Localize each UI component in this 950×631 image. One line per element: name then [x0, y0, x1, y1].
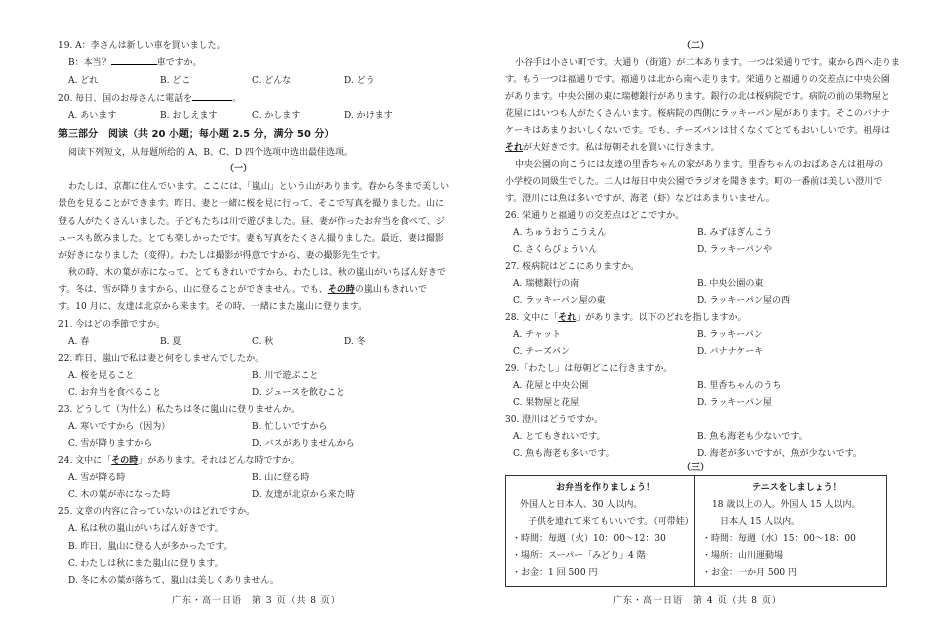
q26-opt-d: D. ラッキーパンや — [697, 245, 772, 255]
q29-opt-a: A. 花屋と中央公園 — [513, 381, 589, 391]
bento-notice-line: 外国人と日本人、30 人以内。 — [520, 500, 643, 510]
q19-opt-a: A. どれ — [68, 76, 99, 86]
q20-opt-d: D. かけます — [344, 111, 393, 121]
q19-opt-c: C. どんな — [252, 76, 292, 86]
passage-1-line: 景色を見ることができます。昨日、妻と一緒に桜を見に行って、そこで写真を撮りました。山に — [58, 199, 445, 209]
q23-opt-b: B. 忙しいですから — [252, 422, 328, 432]
underlined-term: それ — [558, 313, 577, 323]
q24-opt-d: D. 友達が北京から来た時 — [252, 490, 355, 500]
passage-1-line: ュースも飲みました。とても楽しかったです。妻も写真をたくさん撮りました。最近、妻は撮影 — [58, 234, 444, 244]
notice-divider — [694, 476, 695, 586]
q25-opt-a: A. 私は秋の嵐山がいちばん好きです。 — [68, 524, 224, 534]
q23-opt-a: A. 寒いですから（因为） — [68, 422, 171, 432]
q22-opt-a: A. 桜を見ること — [68, 371, 135, 381]
passage-2-line: 小学校の同級生でした。二人は毎日中央公園でラジオを聞きます。町の一番前は美しい澄川で — [505, 177, 883, 187]
q30-opt-c: C. 魚も海老も多いです。 — [513, 449, 615, 459]
q27-opt-b: B. 中央公園の東 — [697, 279, 764, 289]
q23-opt-d: D. バスがありませんから — [252, 439, 355, 449]
q20-blank — [192, 100, 232, 101]
q29-opt-c: C. 果物屋と花屋 — [513, 398, 580, 408]
q27-opt-a: A. 瑞穂銀行の南 — [513, 279, 580, 289]
q29-opt-b: B. 里香ちゃんのうち — [697, 381, 782, 391]
bento-notice-line: ・場所：スーパー「みどり」4 階 — [512, 551, 646, 561]
bento-notice-line: ・時間：毎週（火）10：00～12：30 — [512, 534, 666, 544]
q23-stem: 23. どうして（为什么）私たちは冬に嵐山に登りませんか。 — [58, 405, 301, 415]
q19-b-line: B：本当？ 車ですか。 — [68, 58, 202, 68]
passage-2-line: 中央公園の向こうには友達の里香ちゃんの家があります。里香ちゃんのおばあさんは祖母の — [515, 160, 884, 170]
q24-opt-c: C. 木の葉が赤になった時 — [68, 490, 171, 500]
underlined-term: その時 — [111, 456, 139, 466]
passage-2-line: す。澄川には魚は多いですが、海老（虾）などはあまりいません。 — [505, 194, 775, 204]
q28-opt-c: C. チーズパン — [513, 347, 570, 357]
passage-1-number: （一） — [225, 164, 253, 174]
tennis-notice-line: ・時間：毎週（水）15：00～18：00 — [702, 534, 856, 544]
q24-opt-b: B. 山に登る時 — [252, 473, 310, 483]
q30-opt-b: B. 魚も海老も少ないです。 — [697, 432, 808, 442]
passage-2-line: それが大好きです。私は毎朝それを買いに行きます。 — [505, 143, 720, 153]
q30-stem: 30. 澄川はどうですか。 — [505, 415, 604, 425]
q27-stem: 27. 桜病院はどこにありますか。 — [505, 262, 640, 272]
page-footer: 广东・高一日语 第 3 页（共 8 页） — [172, 596, 341, 606]
tennis-notice-line: 18 歳以上の人。外国人 15 人以内。 — [712, 500, 861, 510]
tennis-notice-line: ・お金：一か月 500 円 — [702, 568, 797, 578]
q28-stem: 28. 文中に「それ」があります。以下のどれを指しますか。 — [505, 313, 747, 323]
passage-1-line: わたしは、京都に住んでいます。ここには、「嵐山」という山があります。春から冬まで美しい — [68, 182, 450, 192]
q30-opt-d: D. 海老が多いですが、魚が少ないです。 — [697, 449, 862, 459]
q29-opt-d: D. ラッキーパン屋 — [697, 398, 772, 408]
q27-opt-c: C. ラッキーパン屋の東 — [513, 296, 606, 306]
q20-opt-a: A. あいます — [68, 111, 117, 121]
q22-opt-d: D. ジュースを飲むこと — [252, 388, 345, 398]
passage-3-number: （三） — [682, 463, 710, 473]
passage-2-line: 花屋にはいつも人がたくさんいます。桜病院の西側にラッキーパン屋があります。そこのバナナ — [505, 109, 890, 119]
q26-opt-a: A. ちゅうおうこうえん — [513, 228, 607, 238]
passage-2-line: す。もう一つは福通りです。福通りは北から南へ走ります。栄通りと福通りの交差点に中央公園 — [505, 75, 890, 85]
q21-opt-c: C. 秋 — [252, 337, 274, 347]
q30-opt-a: A. とてもきれいです。 — [513, 432, 606, 442]
q25-opt-d: D. 冬に木の葉が落ちて、嵐山は美しくありません。 — [68, 576, 279, 586]
q23-opt-c: C. 雪が降りますから — [68, 439, 153, 449]
underlined-term: その時 — [327, 285, 355, 295]
q28-opt-a: A. チャット — [513, 330, 561, 340]
passage-2-number: （二） — [682, 41, 710, 51]
tennis-notice-title: テニスをしましょう！ — [752, 483, 842, 493]
q19-opt-b: B. どこ — [160, 76, 191, 86]
q21-opt-b: B. 夏 — [160, 337, 182, 347]
q21-opt-a: A. 春 — [68, 337, 90, 347]
passage-2-line: があります。中央公園の東に瑞穂銀行があります。銀行の北は桜病院です。病院の前の果物屋と — [505, 92, 890, 102]
q20-stem: 20. 毎日、国のお母さんに電話を 。 — [58, 94, 242, 104]
q19-blank — [111, 64, 157, 65]
q26-opt-b: B. みずほぎんこう — [697, 228, 773, 238]
q24-opt-a: A. 雪が降る時 — [68, 473, 126, 483]
q25-stem: 25. 文章の内容に合っていないのはどれですか。 — [58, 507, 256, 517]
bento-notice-line: ・お金：1 回 500 円 — [512, 568, 598, 578]
q25-opt-c: C. わたしは秋にまた嵐山に登ります。 — [68, 559, 224, 569]
q22-stem: 22. 昨日、嵐山で私は妻と何をしませんでしたか。 — [58, 354, 265, 364]
passage-1-line: す。冬は、雪が降りますから、山に登ることができません。でも、その時の嵐山もきれいで — [58, 285, 427, 295]
q22-opt-c: C. お弁当を食べること — [68, 388, 162, 398]
q20-opt-c: C. かします — [252, 111, 301, 121]
passage-2-line: 小谷手は小さい町です。大通り（街道）が二本あります。一つは栄通りです。東から西へ走りま — [515, 58, 900, 68]
bento-notice-line: 子供を連れて来てもいいです。（可带娃） — [528, 517, 694, 527]
instruction: 阅读下列短文，从每题所给的 A、B、C、D 四个选项中选出最佳选项。 — [68, 148, 353, 158]
q22-opt-b: B. 川で遊ぶこと — [252, 371, 319, 381]
passage-1-line: す。10 月に、友達は北京から来ます。その時、一緒にまた嵐山に登ります。 — [58, 302, 368, 312]
tennis-notice-line: ・場所：山川運動場 — [702, 551, 784, 561]
tennis-notice-line: 日本人 15 人以内。 — [720, 517, 801, 527]
underlined-term: それ — [505, 143, 524, 153]
q28-opt-d: D. バナナケーキ — [697, 347, 764, 357]
page-footer: 广东・高一日语 第 4 页（共 8 页） — [613, 596, 782, 606]
q27-opt-d: D. ラッキーパン屋の西 — [697, 296, 790, 306]
passage-1-line: 秋の時、木の葉が赤になって、とてもきれいですから、わたしは、秋の嵐山がいちばん好きで — [68, 268, 446, 278]
section-heading: 第三部分 阅读（共 20 小题；每小题 2.5 分，满分 50 分） — [58, 129, 335, 140]
q29-stem: 29.「わたし」は毎朝どこに行きますか。 — [505, 364, 673, 374]
passage-1-line: 登る人がたくさんいました。子どもたちは川で遊びました。昼、妻が作ったお弁当を食べて、ジ — [58, 217, 445, 227]
q21-stem: 21. 今はどの季節ですか。 — [58, 320, 166, 330]
q19-opt-d: D. どう — [344, 76, 375, 86]
notice-board — [505, 475, 887, 587]
q19-stem: 19. A：李さんは新しい車を買いました。 — [58, 41, 226, 51]
passage-1-line: が好きになりました（変得）。わたしは撮影が得意ですから、妻の撮影先生です。 — [58, 251, 386, 261]
q25-opt-b: B. 昨日、嵐山に登る人が多かったです。 — [68, 542, 233, 552]
q26-opt-c: C. さくらびょういん — [513, 245, 598, 255]
passage-2-line: ケーキはあまりおいしくないです。でも、チーズパンは甘くなくてとてもおいしいです。祖母は — [505, 126, 891, 136]
q28-opt-b: B. ラッキーパン — [697, 330, 763, 340]
bento-notice-title: お弁当を作りましょう！ — [556, 483, 656, 493]
q24-stem: 24. 文中に「その時」があります。それはどんな時ですか。 — [58, 456, 300, 466]
q20-opt-b: B. おしえます — [160, 111, 218, 121]
right-page — [475, 0, 950, 631]
q26-stem: 26. 栄通りと福通りの交差点はどこですか。 — [505, 211, 685, 221]
q21-opt-d: D. 冬 — [344, 337, 366, 347]
